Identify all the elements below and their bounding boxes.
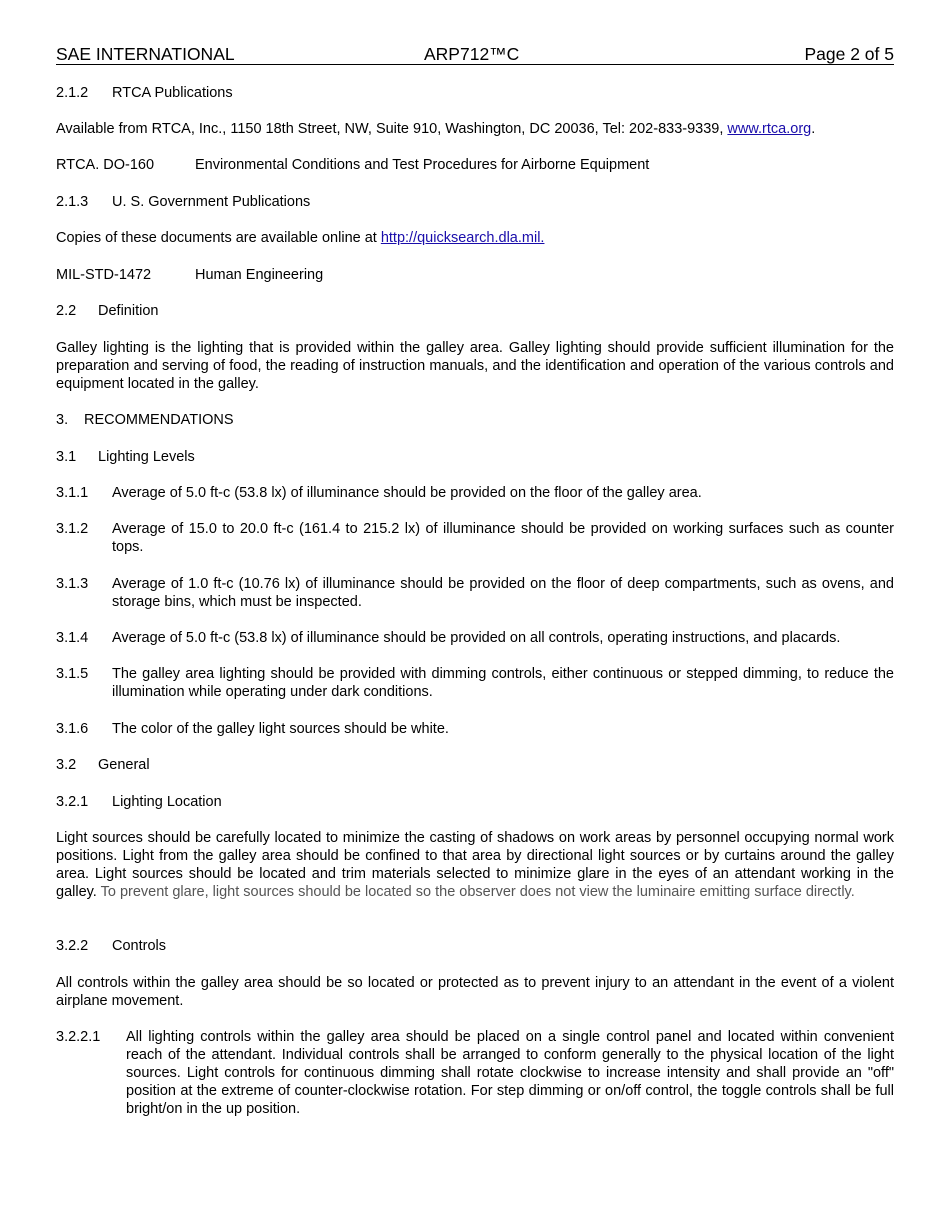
reference-title: Human Engineering [195,267,324,283]
list-item-3-1-4 [56,629,894,647]
page-header [56,44,894,65]
rtca-availability [56,120,894,138]
reference-label: MIL-STD-1472 [56,267,152,283]
item-number: 3.1.4 [56,630,89,646]
section-number: 3. [56,412,69,428]
list-item-3-1-3 [56,575,894,611]
item-text: Average of 5.0 ft-c (53.8 lx) of illuminance should be provided on all controls, operating instructions, and placards. [112,630,841,646]
rtca-link[interactable]: www.rtca.org [727,121,812,137]
gov-availability-text: Copies of these documents are available online at [56,230,381,246]
header-document-number: ARP712™C [424,44,520,64]
section-number: 3.2.1 [56,794,89,810]
section-title: RECOMMENDATIONS [84,412,234,428]
section-number: 2.2 [56,303,77,319]
rtca-availability-text: Available from RTCA, Inc., 1150 18th Street, NW, Suite 910, Washington, DC 20036, Tel: 202-833-9339, [56,121,728,137]
section-heading-2-1-2 [56,84,894,102]
section-number: 2.1.3 [56,194,89,210]
item-number: 3.1.5 [56,666,89,682]
section-heading-3-1 [56,448,894,466]
item-text: Average of 5.0 ft-c (53.8 lx) of illuminance should be provided on the floor of the galley area. [112,485,702,501]
item-text: The color of the galley light sources should be white. [112,721,449,737]
section-title: General [98,757,150,773]
section-number: 2.1.2 [56,85,89,101]
list-item-3-1-6 [56,720,894,738]
list-item-3-2-2-1 [56,1028,894,1118]
section-number: 3.1 [56,449,77,465]
item-number: 3.2.2.1 [56,1029,101,1045]
rtca-availability-tail: . [811,121,816,137]
section-title: Definition [98,303,159,319]
definition-paragraph: Galley lighting is the lighting that is provided within the galley area. Galley lighting should provide sufficient illumination for the preparation and serving of food, the reading of instruction manuals, and the identification and operation of the various controls and equipment located in the galley. [56,340,894,392]
reference-label: RTCA. DO-160 [56,157,155,173]
item-text: Average of 15.0 to 20.0 ft-c (161.4 to 215.2 lx) of illuminance should be provided on working surfaces such as counter tops. [112,521,894,555]
header-organization: SAE INTERNATIONAL [56,44,235,64]
location-glare-text: To prevent glare, light sources should be located so the observer does not view the luminaire emitting surface directly. [96,884,855,900]
item-number: 3.1.6 [56,721,89,737]
item-text: The galley area lighting should be provided with dimming controls, either continuous or stepped dimming, to reduce the illumination while operating under dark conditions. [112,666,894,700]
item-number: 3.1.3 [56,576,89,592]
lighting-location-paragraph [56,829,894,901]
location-text: Light sources should be carefully located to minimize the casting of shadows on work areas by personnel occupying normal work positions. Light from the galley area should be confined to that area by directional light sources or by curtains around the galley area. Light sources should be located and trim materials selected to minimize glare in the eyes of an attendant working in the galley. [56,830,894,900]
section-title: RTCA Publications [112,85,233,101]
item-text: All lighting controls within the galley area should be placed on a single control panel and located within convenient reach of the attendant. Individual controls shall be arranged to conform generally to the physical location of the light sources. Light controls for continuous dimming shall rotate clockwise to increase intensity and shall provide an "off" position at the extreme of counter-clockwise rotation. For step dimming or on/off control, the toggle controls shall be full bright/on in the up position. [126,1029,894,1117]
gov-availability [56,229,894,247]
section-heading-2-1-3 [56,193,894,211]
section-title: Lighting Levels [98,449,195,465]
reference-mil-std-1472 [56,266,894,284]
item-text: Average of 1.0 ft-c (10.76 lx) of illuminance should be provided on the floor of deep compartments, such as ovens, and storage bins, which must be inspected. [112,576,894,610]
section-title: Controls [112,938,166,954]
item-number: 3.1.2 [56,521,89,537]
section-title: U. S. Government Publications [112,194,311,210]
section-heading-3-2-2 [56,937,894,955]
section-heading-3-2-1 [56,793,894,811]
section-number: 3.2.2 [56,938,89,954]
section-number: 3.2 [56,757,77,773]
controls-paragraph: All controls within the galley area should be so located or protected as to prevent injury to an attendant in the event of a violent airplane movement. [56,975,894,1009]
reference-do-160 [56,156,894,174]
list-item-3-1-1 [56,484,894,502]
header-page-number: Page 2 of 5 [804,44,894,64]
list-item-3-1-5 [56,665,894,701]
section-heading-3-2 [56,756,894,774]
item-number: 3.1.1 [56,485,89,501]
quicksearch-link[interactable]: http://quicksearch.dla.mil. [380,230,545,246]
list-item-3-1-2 [56,520,894,556]
reference-title: Environmental Conditions and Test Procedures for Airborne Equipment [195,157,650,173]
section-title: Lighting Location [112,794,222,810]
section-heading-2-2 [56,302,894,320]
section-heading-3 [56,411,894,429]
